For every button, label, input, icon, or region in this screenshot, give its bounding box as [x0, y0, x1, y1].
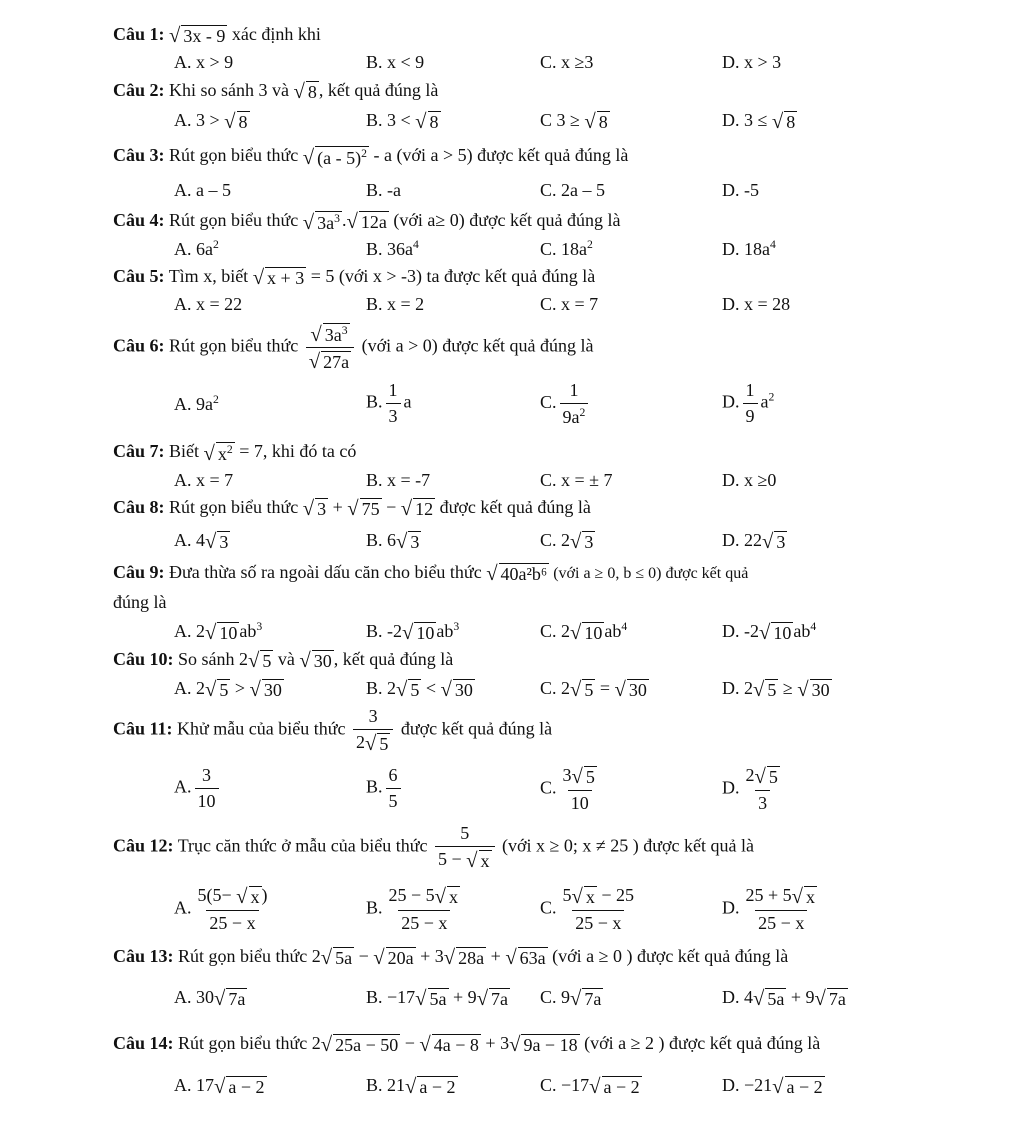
answer-option[interactable]: D. 3 ≤ √ 8 [722, 110, 796, 134]
answer-option[interactable]: D. x = 28 [722, 294, 791, 314]
answer-option[interactable]: C. 2 √ 3 [540, 530, 594, 554]
question-8: Câu 8: Rút gọn biểu thức √ 3 + √ 75 − √ 12 được kết quả đúng là [113, 497, 591, 521]
answer-option[interactable]: A. 4 √ 3 [174, 530, 229, 554]
answer-option[interactable]: D. 25 + 5 √ x 25 − x [722, 885, 816, 933]
question-1: Câu 1: √ 3x - 9 xác định khi [113, 24, 321, 48]
answer-option[interactable]: C. 2 √ 5 = √ 30 [540, 678, 647, 702]
answer-option[interactable]: A. x = 22 [174, 294, 243, 314]
answer-option[interactable]: B. x < 9 [366, 52, 425, 72]
answer-option[interactable]: B. 25 − 5 √ x 25 − x [366, 885, 459, 933]
question-6: Câu 6: Rút gọn biểu thức √ $3a^3$ √ 27a (với a > 0) được kết quả đúng là [113, 323, 594, 374]
answer-option[interactable]: C. 5 √ x − 25 25 − x [540, 885, 635, 933]
answer-option[interactable]: D. $18a^4$ [722, 238, 776, 259]
answer-option[interactable]: A. 3 > √ 8 [174, 110, 248, 134]
question-4: Câu 4: Rút gọn biểu thức √ $3a^3$ . √ 12a (với a≥ 0) được kết quả đúng là [113, 210, 621, 234]
answer-option[interactable]: A. x = 7 [174, 470, 234, 490]
answer-option[interactable]: B. $36a^4$ [366, 238, 419, 259]
answer-option[interactable]: D. 22 √ 3 [722, 530, 786, 554]
answer-option[interactable]: A. a – 5 [174, 180, 231, 200]
question-3: Câu 3: Rút gọn biểu thức √ (a - 5)$^2$ - a (với a > 5) được kết quả đúng là [113, 145, 629, 169]
answer-option[interactable]: B. x = -7 [366, 470, 431, 490]
answer-option[interactable]: D. x ≥0 [722, 470, 777, 490]
answer-option[interactable]: A. x > 9 [174, 52, 234, 72]
answer-option[interactable]: D. -2 √ 10 $ab^4$ [722, 620, 817, 645]
answer-option[interactable]: C. x = 7 [540, 294, 599, 314]
answer-option[interactable]: C. 2a – 5 [540, 180, 605, 200]
answer-option[interactable]: D. $\frac{1}{9}$ $a^2$ [722, 380, 775, 426]
question-13: Câu 13: Rút gọn biểu thức 2 √ 5a − √ 20a + 3 √ 28a + √ 63a (với a ≥ 0 ) được kết quả đúng là [113, 946, 789, 970]
answer-option[interactable]: C. 3 √ 5 10 [540, 765, 595, 813]
answer-option[interactable]: D. -5 [722, 180, 759, 200]
question-2: Câu 2: Khi so sánh 3 và √ 8 , kết quả đúng là [113, 80, 439, 104]
answer-option[interactable]: B. 6 √ 3 [366, 530, 420, 554]
answer-option[interactable]: B. $\frac{6}{5}$ [366, 765, 404, 811]
answer-option[interactable]: C. $\frac{1}{9a^2}$ [540, 380, 591, 427]
answer-option[interactable]: B. 2 √ 5 < √ 30 [366, 678, 473, 702]
answer-option[interactable]: C. 2 √ 10 $ab^4$ [540, 620, 628, 645]
question-12: Câu 12: Trục căn thức ở mẫu của biểu thức 5 5 − √ x (với x ≥ 0; x ≠ 25 ) được kết quả là [113, 823, 754, 872]
answer-option[interactable]: A. 17 √ a − 2 [174, 1075, 265, 1099]
answer-option[interactable]: B. 21 √ a − 2 [366, 1075, 456, 1099]
answer-option[interactable]: A. 5(5− √ x ) 25 − x [174, 885, 268, 933]
answer-option[interactable]: D. 4 √ 5a + 9 √ 7a [722, 987, 846, 1011]
answer-option[interactable]: B. $\frac{1}{3}$ a [366, 380, 412, 426]
answer-option[interactable]: B. −17 √ 5a + 9 √ 7a [366, 987, 509, 1011]
question-14: Câu 14: Rút gọn biểu thức 2 √ 25a − 50 − √ 4a − 8 + 3 √ 9a − 18 (với a ≥ 2 ) được kết quả đúng là [113, 1033, 821, 1057]
question-9-continuation: đúng là [113, 592, 167, 612]
answer-option[interactable]: A. 2 √ 5 > √ 30 [174, 678, 282, 702]
answer-option[interactable]: A. $\frac{3}{10}$ [174, 765, 222, 811]
answer-option[interactable]: C. $18a^2$ [540, 238, 593, 259]
answer-option[interactable]: C. −17 √ a − 2 [540, 1075, 640, 1099]
answer-option[interactable]: B. -a [366, 180, 401, 200]
question-5: Câu 5: Tìm x, biết √ x + 3 = 5 (với x > -3) ta được kết quả đúng là [113, 266, 596, 290]
answer-option[interactable]: D. x > 3 [722, 52, 782, 72]
answer-option[interactable]: A. 30 √ 7a [174, 987, 246, 1011]
answer-option[interactable]: A. 2 √ 10 $ab^3$ [174, 620, 263, 645]
question-9: Câu 9: Đưa thừa số ra ngoài dấu căn cho biểu thức √ 40a²b⁶ (với a ≥ 0, b ≤ 0) được kết quả [113, 562, 749, 586]
answer-option[interactable]: C 3 ≥ √ 8 [540, 110, 608, 134]
answer-option[interactable]: D. −21 √ a − 2 [722, 1075, 823, 1099]
question-11: Câu 11: Khử mẫu của biểu thức 3 2 √ 5 được kết quả đúng là [113, 706, 553, 755]
answer-option[interactable]: B. x = 2 [366, 294, 425, 314]
question-7: Câu 7: Biết √ $x^2$ = 7, khi đó ta có [113, 441, 357, 465]
answer-option[interactable]: D. 2 √ 5 3 [722, 765, 778, 813]
answer-option[interactable]: C. x ≥3 [540, 52, 594, 72]
question-10: Câu 10: So sánh 2 √ 5 và √ 30 , kết quả đúng là [113, 649, 454, 673]
answer-option[interactable]: A. $6a^2$ [174, 238, 219, 259]
answer-option[interactable]: B. 3 < √ 8 [366, 110, 439, 134]
sqrt-expression: √ 3x - 9 [169, 25, 226, 48]
answer-option[interactable]: D. 2 √ 5 ≥ √ 30 [722, 678, 830, 702]
answer-option[interactable]: C. x = ± 7 [540, 470, 613, 490]
answer-option[interactable]: B. -2 √ 10 $ab^3$ [366, 620, 460, 645]
answer-option[interactable]: C. 9 √ 7a [540, 987, 602, 1011]
answer-option[interactable]: A. $9a^2$ [174, 393, 219, 414]
